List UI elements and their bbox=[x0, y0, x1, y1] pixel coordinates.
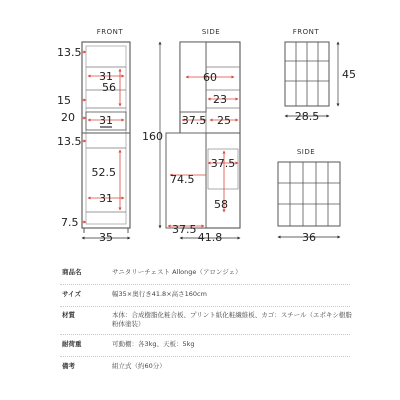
spec-key: 材質 bbox=[62, 311, 75, 319]
inner-width-dim: 31 bbox=[99, 192, 113, 205]
side-dim: 37.5 bbox=[172, 223, 197, 236]
spec-value: 可動棚：各3kg、天板：5kg bbox=[112, 340, 195, 348]
side-dim: 37.5 bbox=[210, 157, 236, 170]
spec-divider bbox=[60, 284, 350, 285]
spec-divider bbox=[60, 356, 350, 357]
basket-side-outline bbox=[278, 162, 340, 226]
inner-width-dim: 31 bbox=[99, 114, 113, 127]
inner-height-dim: 52.5 bbox=[91, 166, 116, 179]
side-dim: 58 bbox=[214, 198, 228, 211]
spec-value: 組立式（約60分） bbox=[112, 362, 166, 370]
front-view-label: FRONT bbox=[96, 28, 124, 36]
side-dim: 60 bbox=[203, 71, 217, 84]
basket-side-width-dim: 36 bbox=[302, 231, 316, 244]
spec-key: 耐荷重 bbox=[62, 340, 82, 348]
left-dim: 7.5 bbox=[61, 216, 79, 229]
spec-key: 商品名 bbox=[62, 268, 82, 276]
spec-key: 備考 bbox=[62, 362, 75, 370]
side-width-dim: 41.8 bbox=[197, 231, 223, 244]
spec-value: 本体：合成樹脂化粧合板、プリント紙化粧繊維板、カゴ：スチール（エポキシ樹脂粉体塗装） bbox=[112, 311, 352, 328]
left-dim: 13.5 bbox=[57, 135, 82, 148]
left-dim: 20 bbox=[61, 111, 75, 124]
side-dim: 37.5 bbox=[181, 114, 207, 127]
spec-divider bbox=[60, 334, 350, 335]
spec-value: サニタリーチェスト Allonge（アロンジェ） bbox=[112, 268, 242, 276]
left-dim: 13.5 bbox=[57, 46, 82, 59]
overall-height bbox=[142, 42, 163, 228]
side-dim: 23 bbox=[213, 93, 227, 106]
spec-table bbox=[0, 262, 400, 400]
overall-height-dim: 160 bbox=[142, 130, 163, 143]
overall-width-dim: 35 bbox=[99, 231, 113, 244]
inner-height-dim: 56 bbox=[102, 81, 116, 94]
basket-side-label: SIDE bbox=[296, 148, 316, 156]
inner-width-dim: 31 bbox=[99, 70, 113, 83]
spec-value: 幅35×奥行き41.8×高さ160cm bbox=[112, 290, 207, 298]
side-dim: 74.5 bbox=[170, 173, 195, 186]
spec-key: サイズ bbox=[62, 290, 81, 298]
basket-front-view bbox=[285, 28, 356, 123]
side-view bbox=[166, 28, 240, 244]
basket-width-dim: 28.5 bbox=[294, 110, 320, 123]
basket-height-dim: 45 bbox=[342, 68, 356, 81]
spec-divider bbox=[60, 306, 350, 307]
basket-side-view bbox=[278, 148, 340, 244]
basket-front-label: FRONT bbox=[292, 28, 320, 36]
side-view-label: SIDE bbox=[201, 28, 221, 36]
side-dim: 25 bbox=[217, 114, 231, 127]
front-view bbox=[57, 28, 130, 244]
left-dim: 15 bbox=[57, 94, 71, 107]
